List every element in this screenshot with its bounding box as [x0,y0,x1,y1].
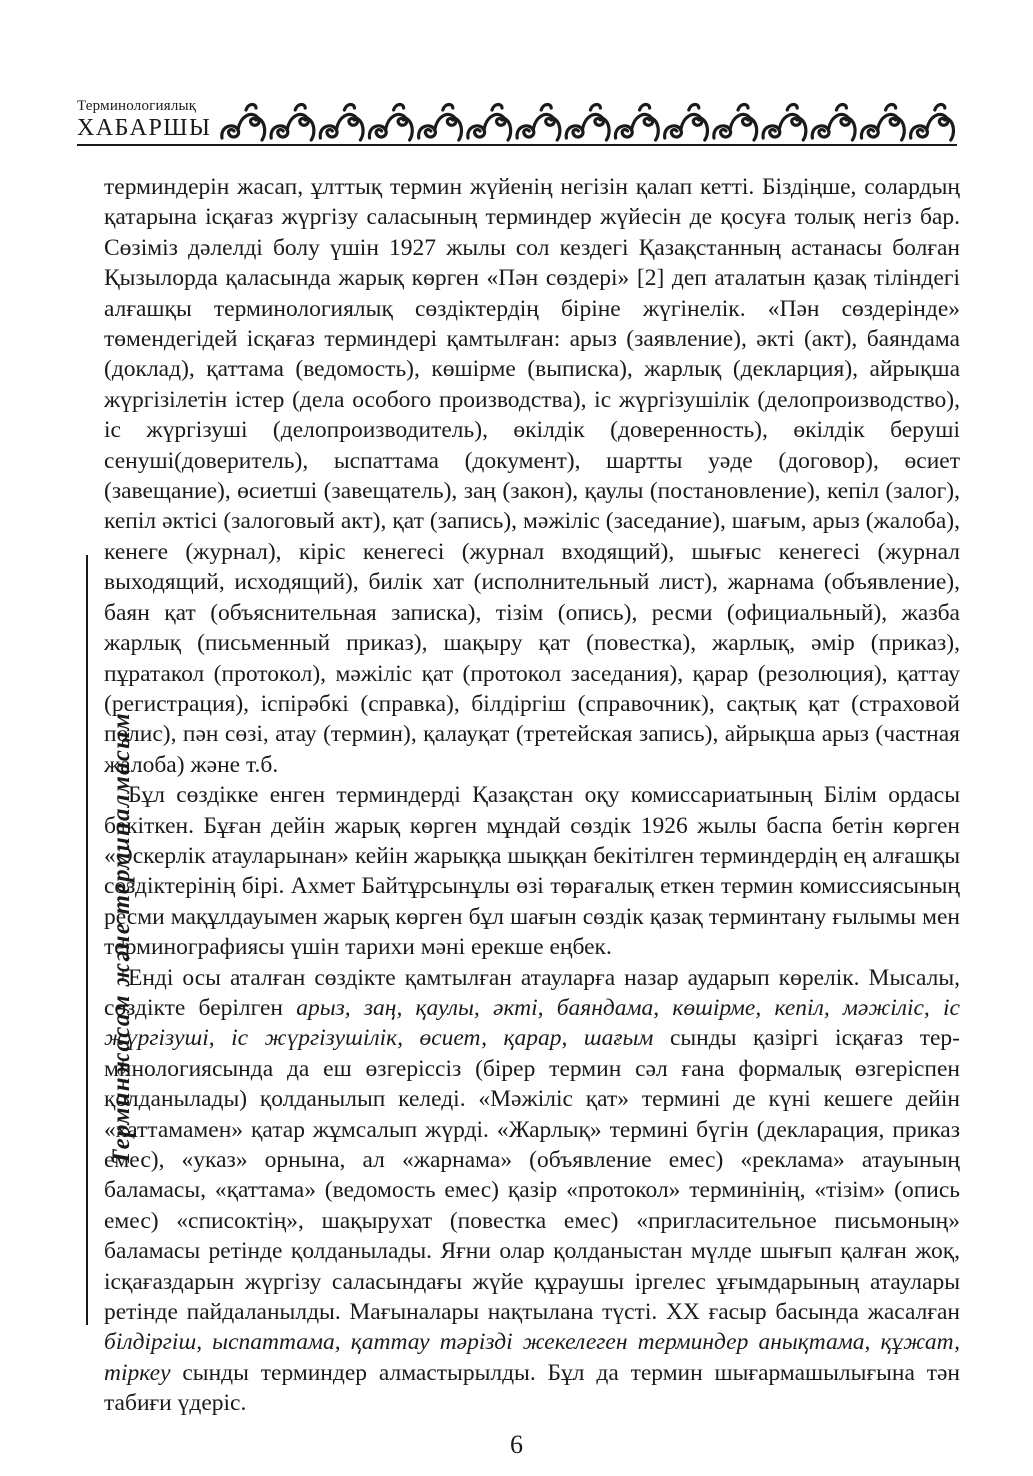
ornament-curl-icon [517,104,560,140]
ornament-curl-icon [419,104,462,140]
article-body [104,172,960,1419]
paragraph-1 [104,172,960,780]
section-side-title-text: Терминжасам және терминалмасым [108,712,135,1165]
ornament-curl-icon [714,104,757,140]
ornament-curl-icon [369,104,412,140]
ornament-curl-icon [812,104,855,140]
ornament-curl-icon [665,104,708,140]
page-number: 6 [510,1430,523,1459]
text-run: Бұл сөздікке енген терминдерді Қазақстан оқу комиссариатының Білім ордасы бекіткен. Бұған дейін жарық көрген мұндай сөздік 1926 жылы баспа бетін көрген «Әскерлік атауларынан» кейін жарыққа шыққан бекітілген терминдердің ең алғашқы сөздіктерінің бірі. Ахмет Байтұрсынұлы өзі төрағалық еткен термин комиссиясының ресми мақұлдауымен жарық көрген бұл шағын сөздік қазақ терминтану ғылымы мен терминографиясы үшін тарихи мәні ерекше еңбек. [104,782,960,961]
section-side-title [52,555,135,1165]
ornament-curl-icon [320,104,363,140]
text-run: терминдерін жасап, ұлттық термин жүйенің негізін қалап кетті. Біздіңше, солардың қатарына ісқағаз жүргізу саласының терминдер жүйесін де қосуға толық негіз бар. Сөзіміз дәлелді болу үшін 1927 жылы сол кездегі Қазақстанның астанасы болған Қызылорда қаласында жарық көрген «Пән сөздері» [2] деп аталатын қазақ тіліндегі алғашқы терминологиялық сөздіктердің біріне жүгінелік. «Пән сөздерінде» төмендегідей ісқағаз терминдері қамтылған: арыз (заявление), әкті (акт), баяндама (доклад), қаттама (ведомость), көшірме (выписка), жарлық (декларция), айрықша жүргізілетін істер (дела особого производства), іс жүргізушілік (делопроизводство), іс жүргізуші (делопроизводитель), өкілдік (доверенность), өкілдік беруші сенуші(доверитель), ыспаттама (документ), шартты уәде (договор), өсиет (завещание), өсиетші (завещатель), заң (закон), қаулы (постановление), кепіл (залог), кепіл әктісі (залоговый акт), қат (запись), мәжіліс (заседание), шағым, арыз (жалоба), кенеге (журнал), кіріс кенегесі (журнал входящий), шығыс кенегесі (журнал выходящий, исходящий), билік хат (исполнительный лист), жарнама (объявление), баян қат (объяснительная записка), тізім (опись), ресми (официальный), жазба жарлық (письменный приказ), шақыру қат (повестка), жарлық, әмір (приказ), пұратакол (протокол), мәжіліс қат (протокол заседания), қарар (резолюция), қаттау (регистрация), іспірәбкі (справка), білдіргіш (справочник), сақтық қат (страховой полис), пән сөзі, атау (термин), қалауқат (третейская запись), айрықша арыз (частная жалоба) және т.б. [104,174,960,778]
text-run: сынды қазіргі ісқағаз терминологиясында да еш өзгеріссіз (бірер термин сәл ғана формалық өзгеріспен қолданылады) қолданылып келеді. «Мәжіліс қат» термині де күні кешеге дейін «хаттамамен» қатар жұмсалып жүрді. «Жарлық» термині бүгін (декларация, приказ емес), «указ» орнына, ал «жарнама» (объявление емес) «реклама» атауының баламасы, «қаттама» (ведомость емес) қазір «протокол» терминінің, «тізім» (опись емес) «списоктің», шақырухат (повестка емес) «пригласительное письмоның» баламасы ретінде қолданылады. Яғни олар қолданыстан мүлде шығып қалған жоқ, ісқағаздарын жүргізу саласындағы жүйе құраушы іргелес ұғымдарының атаулары ретінде пайдаланылды. Мағыналары нақтылана түсті. XX ғасыр басында жасалған [104,1025,960,1326]
ornament-band-icon [218,98,957,146]
italic-term-run: білдіргіш, ыспаттама, қаттау тәрізді жекелеген терминдер анықтама, құжат, тіркеу [104,1329,960,1386]
ornament-curl-icon [222,104,265,140]
journal-title-large: ХАБАРШЫ [77,115,212,141]
ornament-curl-icon [468,104,511,140]
ornament-curl-icon [271,104,314,140]
text-run: сынды терминдер алмастырылды. Бұл да термин шығармашылығына тән табиғи үдеріс. [104,1359,960,1417]
paragraph-3 [104,963,960,1419]
ornament-curl-icon [911,104,954,140]
paragraph-2 [104,780,960,962]
ornament-curl-icon [763,104,806,140]
header-rule [77,144,957,146]
text-run: Енді осы аталған сөздікте қамтылған атауларға назар аударып көрелік. Мысалы, сөздікте берілген [104,964,960,1021]
side-rule [86,555,88,1325]
ornament-curl-icon [861,104,904,140]
ornament-curl-icon [566,104,609,140]
italic-term-run: арыз, заң, қаулы, әкті, баяндама, көшірме, кепіл, мәжіліс, іс жүргізуші, іс жүргізушілік, өсиет, қарар, шағым [104,994,960,1052]
running-header [77,98,957,150]
journal-title-small: Терминологиялық [77,98,197,114]
ornament-curl-icon [615,104,658,140]
